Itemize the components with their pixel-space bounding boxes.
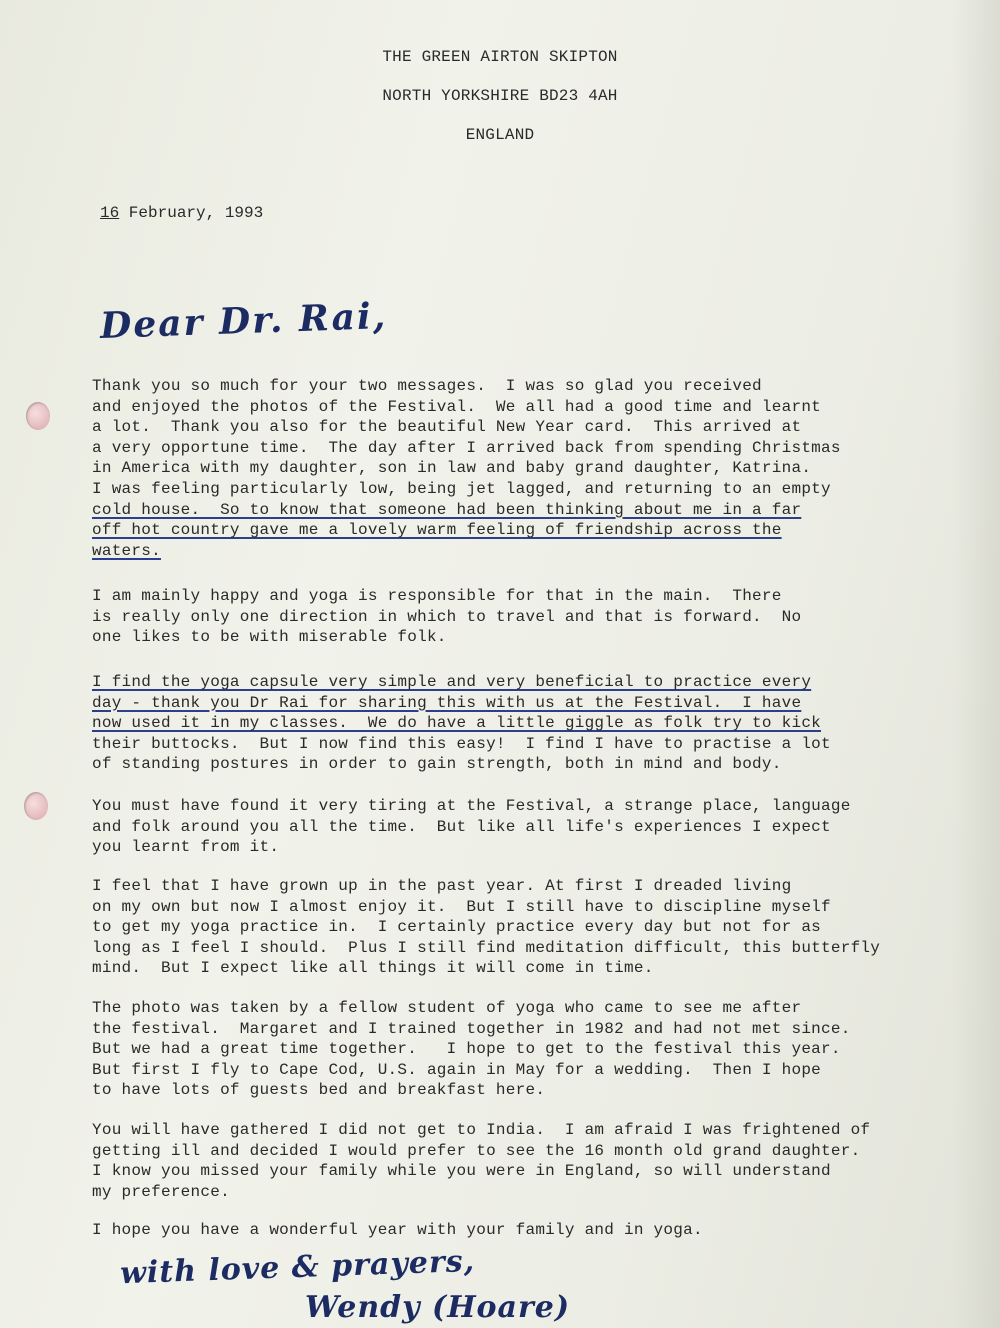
letter-date [100,204,263,222]
text-line: a lot. Thank you also for the beautiful New Year card. This arrived at [92,418,802,437]
text-line: a very opportune time. The day after I arrived back from spending Christmas [92,438,841,457]
address-line: THE GREEN AIRTON SKIPTON [382,48,618,66]
paragraph [92,796,932,858]
paper-edge-shadow [952,0,1000,1328]
text-line: one likes to be with miserable folk. [92,628,447,647]
letterhead-address [300,38,700,155]
text-line: on my own but now I almost enjoy it. But I still have to discipline myself [92,897,831,916]
date-day: 16 [100,204,120,222]
text-line: my preference. [92,1182,230,1201]
text-line: the festival. Margaret and I trained together in 1982 and had not met since. [92,1019,851,1038]
handwritten-closing: with love & prayers, [119,1243,476,1292]
text-line: I am mainly happy and yoga is responsible for that in the main. There [92,587,782,605]
text-line: long as I feel I should. Plus I still find meditation difficult, this butterfly [92,938,881,957]
text-line: You will have gathered I did not get to India. I am afraid I was frightened of [92,1121,871,1139]
date-rest: February, 1993 [119,204,264,222]
text-line: to have lots of guests bed and breakfast here. [92,1081,546,1100]
text-line: of standing postures in order to gain strength, both in mind and body. [92,755,782,774]
text-line: you learnt from it. [92,838,280,857]
text-line: and folk around you all the time. But like all life's experiences I expect [92,817,831,836]
text-line: getting ill and decided I would prefer to see the 16 month old grand daughter. [92,1141,861,1160]
paragraph [92,672,932,775]
text-line: I was feeling particularly low, being jet lagged, and returning to an empty [92,479,831,498]
text-line: But we had a great time together. I hope to get to the festival this year. [92,1040,841,1059]
paragraph [92,376,932,561]
address-line: ENGLAND [465,126,535,144]
text-line: But first I fly to Cape Cod, U.S. again in May for a wedding. Then I hope [92,1060,822,1079]
text-line: I feel that I have grown up in the past year. At first I dreaded living [92,877,792,895]
text-line: The photo was taken by a fellow student of yoga who came to see me after [92,999,802,1017]
text-line: Thank you so much for your two messages. I was so glad you received [92,377,762,395]
text-line: waters. [92,541,161,560]
text-line: now used it in my classes. We do have a little giggle as folk try to kick [92,714,822,733]
punch-hole [24,792,48,820]
text-line: mind. But I expect like all things it will come in time. [92,959,654,978]
text-line: You must have found it very tiring at the Festival, a strange place, language [92,797,851,815]
paragraph [92,586,932,648]
text-line: their buttocks. But I now find this easy! I find I have to practise a lot [92,734,831,753]
text-line: in America with my daughter, son in law and baby grand daughter, Katrina. [92,459,812,478]
text-line: off hot country gave me a lovely warm feeling of friendship across the [92,521,782,540]
salutation: Dear Dr. Rai, [99,295,388,347]
text-line: I hope you have a wonderful year with your family and in yoga. [92,1221,703,1239]
text-line: cold house. So to know that someone had been thinking about me in a far [92,500,802,519]
text-line: day - thank you Dr Rai for sharing this with us at the Festival. I have [92,693,802,712]
address-line: NORTH YORKSHIRE BD23 4AH [382,87,618,105]
text-line: I know you missed your family while you were in England, so will understand [92,1162,831,1181]
text-line: to get my yoga practice in. I certainly practice every day but not for as [92,918,822,937]
paragraph [92,876,932,979]
text-line: I find the yoga capsule very simple and very beneficial to practice every [92,673,812,691]
paragraph [92,1120,932,1202]
text-line: and enjoyed the photos of the Festival. We all had a good time and learnt [92,397,822,416]
handwritten-signature: Wendy (Hoare) [305,1290,571,1325]
text-line: is really only one direction in which to travel and that is forward. No [92,607,802,626]
paragraph [92,1220,932,1241]
punch-hole [26,402,50,430]
paragraph [92,998,932,1101]
